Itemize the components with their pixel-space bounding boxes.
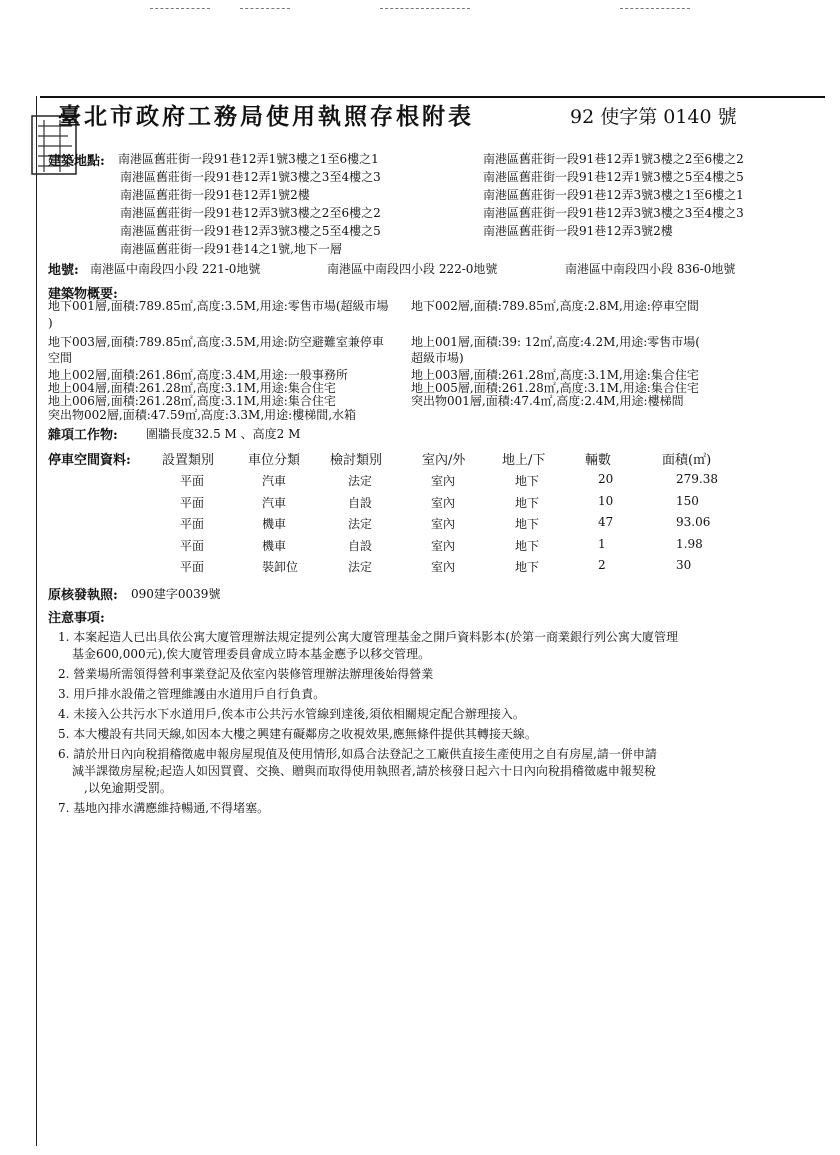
notes-label: 注意事項: <box>48 611 105 626</box>
scan-mark <box>380 8 470 9</box>
location-label: 建築地點: <box>48 154 105 169</box>
location-address: 南港區舊莊街一段91巷12弄3號3樓之3至4樓之3 <box>483 206 744 220</box>
original-permit-value: 090建字0039號 <box>131 587 221 601</box>
parking-table-cell: 室內 <box>431 560 456 574</box>
parking-column-header: 地上/下 <box>502 453 546 468</box>
location-address: 南港區舊莊街一段91巷12弄1號3樓之2至6樓之2 <box>483 152 744 166</box>
page-title: 臺北市政府工務局使用執照存根附表 <box>58 103 474 130</box>
building-floor-entry: 空間 <box>48 351 73 365</box>
note-line: 3. 用戶排水設備之管理維護由水道用戶自行負責。 <box>58 687 326 701</box>
location-address: 南港區舊莊街一段91巷12弄1號2樓 <box>120 188 310 202</box>
parking-table-cell: 10 <box>598 493 614 508</box>
permit-number: 92 使字第 0140 號 <box>570 106 737 128</box>
building-floor-entry: 地上006層,面積:261.28㎡,高度:3.1M,用途:集合住宅 <box>48 394 336 408</box>
parking-table-cell: 裝卸位 <box>262 560 299 574</box>
parking-table-cell: 自設 <box>348 538 373 553</box>
building-floor-entry: 地上001層,面積:39: 12㎡,高度:4.2M,用途:零售市場( <box>411 335 700 349</box>
building-floor-entry: 地下003層,面積:789.85㎡,高度:3.5M,用途:防空避難室兼停車 <box>48 335 384 349</box>
building-floor-entry: 地下002層,面積:789.85㎡,高度:2.8M,用途:停車空間 <box>411 299 699 313</box>
lot-label: 地號: <box>48 263 79 278</box>
lot-item: 南港區中南段四小段 836-0地號 <box>565 262 736 276</box>
note-line: 2. 營業場所需領得營利事業登記及依室內裝修管理辦法辦理後始得營業 <box>58 667 434 681</box>
parking-table-cell: 地下 <box>515 560 540 574</box>
original-permit-label: 原核發執照: <box>48 588 118 603</box>
parking-column-header: 車位分類 <box>248 453 301 468</box>
location-address: 南港區舊莊街一段91巷12弄3號3樓之2至6樓之2 <box>120 206 381 220</box>
parking-column-header: 室內/外 <box>422 453 466 468</box>
scan-mark <box>620 8 690 9</box>
note-line: 減半課徵房屋稅;起造人如因買賣、交換、贈與而取得使用執照者,請於核發日起六十日內向稅捐稽徵處申報契稅 <box>72 764 656 778</box>
parking-column-header: 檢討類別 <box>330 453 383 468</box>
parking-column-header: 設置類別 <box>162 453 215 468</box>
location-address: 南港區舊莊街一段91巷12弄3號3樓之5至4樓之5 <box>120 224 381 238</box>
building-floor-entry: 突出物002層,面積:47.59㎡,高度:3.3M,用途:樓梯間,水箱 <box>48 408 357 422</box>
parking-table-cell: 地下 <box>515 538 540 553</box>
location-address: 南港區舊莊街一段91巷12弄1號3樓之3至4樓之3 <box>120 170 381 184</box>
location-address: 南港區舊莊街一段91巷12弄1號3樓之5至4樓之5 <box>483 170 744 184</box>
note-line: 7. 基地內排水溝應維持暢通,不得堵塞。 <box>58 801 270 815</box>
parking-table-cell: 地下 <box>515 474 540 488</box>
lot-item: 南港區中南段四小段 221-0地號 <box>90 262 261 276</box>
parking-column-header: 面積(㎡) <box>662 453 712 468</box>
parking-table-cell: 汽車 <box>262 474 287 488</box>
location-address: 南港區舊莊街一段91巷12弄1號3樓之1至6樓之1 <box>118 152 379 166</box>
building-floor-entry: 地上003層,面積:261.28㎡,高度:3.1M,用途:集合住宅 <box>411 368 699 382</box>
parking-table-cell: 室內 <box>431 517 456 531</box>
left-margin-rule <box>36 96 37 1146</box>
parking-table-cell: 室內 <box>431 474 456 488</box>
parking-table-cell: 20 <box>598 472 614 486</box>
parking-table-cell: 自設 <box>348 495 373 510</box>
parking-table-cell: 汽車 <box>262 495 287 510</box>
parking-table-cell: 室內 <box>431 538 456 553</box>
parking-table-cell: 1 <box>598 536 606 551</box>
parking-table-cell: 機車 <box>262 517 287 531</box>
parking-table-cell: 150 <box>676 493 699 508</box>
parking-table-cell: 平面 <box>180 495 205 510</box>
location-address: 南港區舊莊街一段91巷12弄3號2樓 <box>483 224 673 238</box>
parking-table-cell: 機車 <box>262 538 287 553</box>
parking-table-cell: 地下 <box>515 495 540 510</box>
note-line: ,以免逾期受罰。 <box>84 781 172 795</box>
parking-table-cell: 93.06 <box>676 515 711 529</box>
parking-table-cell: 2 <box>598 558 606 572</box>
parking-table-cell: 地下 <box>515 517 540 531</box>
building-floor-entry: ) <box>48 316 53 330</box>
parking-label: 停車空間資料: <box>48 453 131 468</box>
location-address: 南港區舊莊街一段91巷12弄3號3樓之1至6樓之1 <box>483 188 744 202</box>
building-floor-entry: 突出物001層,面積:47.4㎡,高度:2.4M,用途:樓梯間 <box>411 394 684 408</box>
parking-table-cell: 30 <box>676 558 692 572</box>
parking-table-cell: 法定 <box>348 517 373 531</box>
note-line: 基金600,000元),俟大廈管理委員會成立時本基金應予以移交管理。 <box>72 647 431 661</box>
lot-item: 南港區中南段四小段 222-0地號 <box>327 262 498 276</box>
building-label: 建築物概要: <box>48 287 118 302</box>
note-line: 6. 請於卅日內向稅捐稽徵處申報房屋現值及使用情形,如爲合法登記之工廠供直接生產使用之自有房屋,請一併申請 <box>58 747 657 761</box>
building-floor-entry: 地上004層,面積:261.28㎡,高度:3.1M,用途:集合住宅 <box>48 381 336 395</box>
location-address: 南港區舊莊街一段91巷14之1號,地下一層 <box>120 242 342 256</box>
parking-table-cell: 平面 <box>180 517 205 531</box>
parking-table-cell: 平面 <box>180 560 205 574</box>
building-floor-entry: 地上002層,面積:261.86㎡,高度:3.4M,用途:一般事務所 <box>48 368 348 382</box>
misc-label: 雜項工作物: <box>48 428 118 443</box>
parking-table-cell: 平面 <box>180 538 205 553</box>
note-line: 1. 本案起造人已出具依公寓大廈管理辦法規定提列公寓大廈管理基金之開戶資料影本(於第一商業銀行列公寓大廈管理 <box>58 630 678 644</box>
building-floor-entry: 地下001層,面積:789.85㎡,高度:3.5M,用途:零售市場(超級市場 <box>48 299 389 313</box>
scan-mark <box>150 8 210 9</box>
building-floor-entry: 超級市場) <box>411 351 464 365</box>
parking-table-cell: 1.98 <box>676 536 703 551</box>
parking-table-cell: 室內 <box>431 495 456 510</box>
misc-value: 圍牆長度32.5 M 、高度2 M <box>146 427 301 441</box>
note-line: 5. 本大樓設有共同天線,如因本大樓之興建有礙鄰房之收視效果,應無條件提供其轉接天線。 <box>58 727 537 741</box>
parking-table-cell: 279.38 <box>676 472 718 486</box>
parking-table-cell: 法定 <box>348 560 373 574</box>
note-line: 4. 未接入公共污水下水道用戶,俟本市公共污水管線到達後,須依相關規定配合辦理接入。 <box>58 707 525 721</box>
parking-column-header: 輛數 <box>585 453 612 468</box>
building-floor-entry: 地上005層,面積:261.28㎡,高度:3.1M,用途:集合住宅 <box>411 381 699 395</box>
parking-table-cell: 平面 <box>180 474 205 488</box>
parking-table-cell: 47 <box>598 515 614 529</box>
scan-mark <box>240 8 290 9</box>
parking-table-cell: 法定 <box>348 474 373 488</box>
